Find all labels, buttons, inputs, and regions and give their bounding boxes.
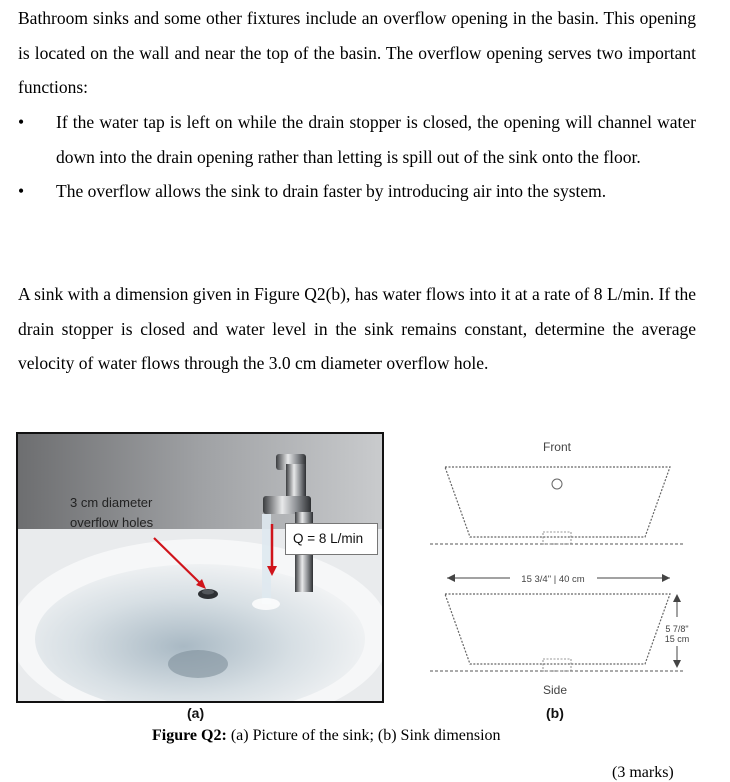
bullet-icon: • bbox=[18, 112, 25, 132]
height-label-inch: 5 7/8" bbox=[665, 624, 689, 634]
sink-illustration bbox=[18, 434, 382, 701]
question-paragraph: A sink with a dimension given in Figure Q2(b), has water flows into it at a rate of 8 L/min. If the drain stopper is closed and water level in the sink remains constant, determine the average velocity of water flows through the 3.0 cm diameter overflow hole. bbox=[18, 284, 696, 373]
subfigure-b-label: (b) bbox=[546, 705, 564, 721]
intro-paragraph: Bathroom sinks and some other fixtures include an overflow opening in the basin. This opening is located on the wall and near the top of the basin. The overflow opening serves two important functions: bbox=[18, 8, 696, 97]
side-pedestal bbox=[543, 659, 571, 671]
marks-label: (3 marks) bbox=[612, 764, 674, 781]
front-view-outline bbox=[445, 467, 670, 537]
side-label: Side bbox=[542, 683, 568, 697]
flow-rate-label: Q = 8 L/min bbox=[285, 523, 378, 555]
arrow-up-icon bbox=[673, 594, 681, 602]
height-label-cm: 15 cm bbox=[664, 634, 690, 644]
list-item: • If the water tap is left on while the drain stopper is closed, the opening will channel water down into the drain opening rather than letting is spill out of the sink onto the floor. bbox=[18, 105, 696, 174]
function-list bbox=[18, 105, 696, 209]
subfigure-a-label: (a) bbox=[187, 705, 205, 721]
overflow-label-line-1: 3 cm diameter bbox=[70, 495, 153, 510]
front-pedestal bbox=[543, 532, 571, 544]
sink-photo bbox=[16, 432, 384, 703]
arrow-right-icon bbox=[662, 574, 670, 582]
caption-text: (a) Picture of the sink; (b) Sink dimension bbox=[226, 727, 501, 744]
overflow-hole-icon bbox=[552, 479, 562, 489]
front-label: Front bbox=[542, 440, 572, 454]
list-item: • The overflow allows the sink to drain faster by introducing air into the system. bbox=[18, 174, 696, 209]
overflow-label-line-2: overflow holes bbox=[70, 515, 154, 530]
caption-prefix: Figure Q2: bbox=[152, 727, 227, 744]
arrow-left-icon bbox=[447, 574, 455, 582]
width-label: 15 3/4" | 40 cm bbox=[521, 574, 585, 585]
arrow-down-icon bbox=[673, 660, 681, 668]
sink-dimension-drawing bbox=[425, 432, 695, 704]
bullet-icon: • bbox=[18, 181, 25, 201]
side-view-outline bbox=[445, 594, 670, 664]
figure-caption bbox=[152, 727, 501, 745]
